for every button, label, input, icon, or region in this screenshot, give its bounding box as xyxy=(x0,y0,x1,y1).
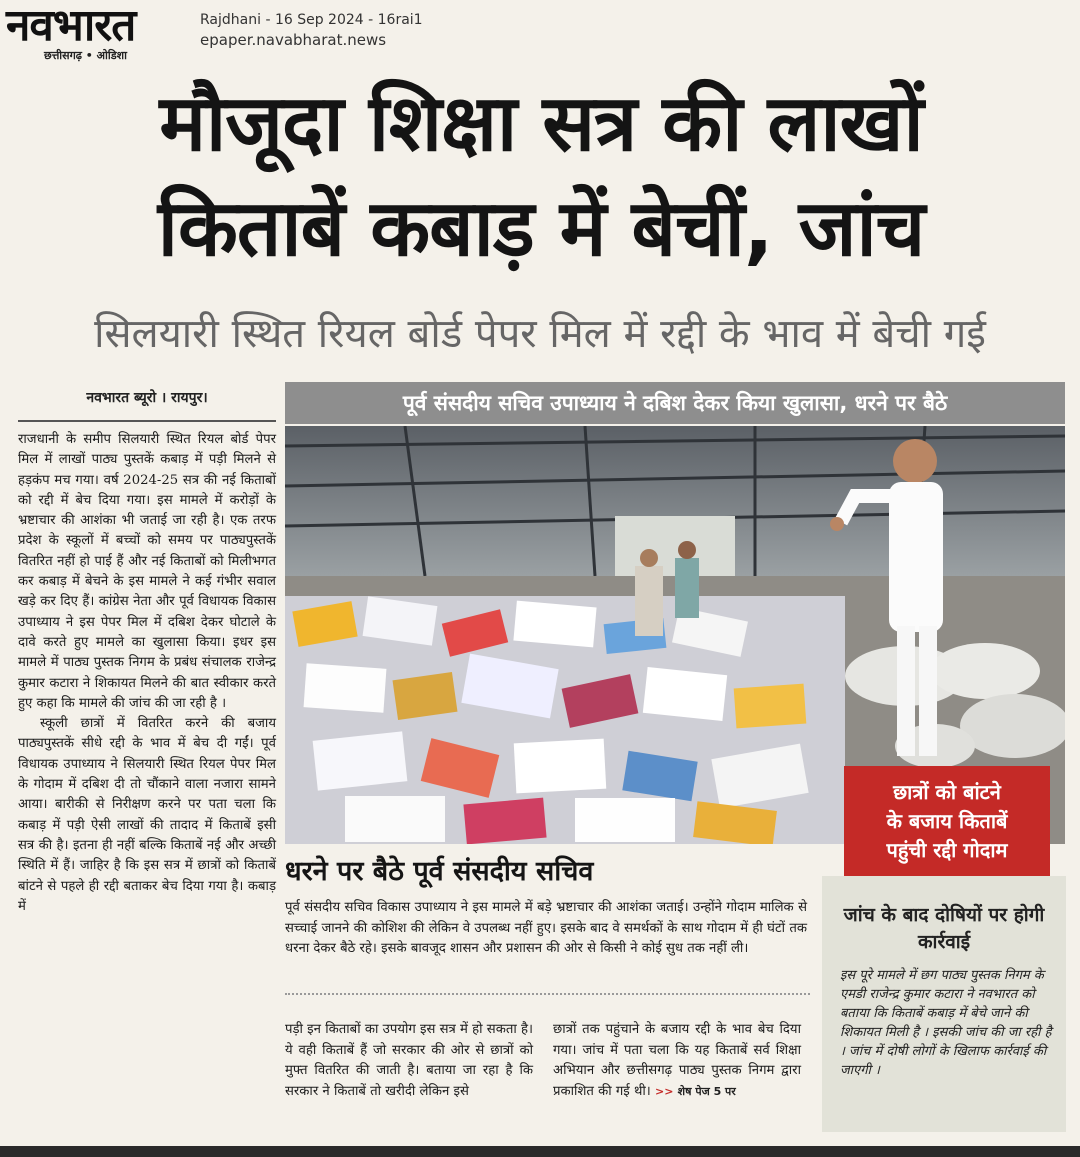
red-callout-box xyxy=(844,766,1050,880)
sidebar-box xyxy=(822,876,1066,1132)
sub-story-paragraph: पूर्व संसदीय सचिव विकास उपाध्याय ने इस मामले में बड़े भ्रष्टाचार की आशंका जताई। उन्होंने गोदाम मालिक से सच्चाई जानने की कोशिश की लेकिन वे उपलब्ध नहीं हुए। इसके बाद वे समर्थकों के साथ गोदाम में ही घंटों तक धरना देकर बैठे रहे। इसके बावजूद शासन और प्रशासन की ओर से किसी ने कोई सुध तक नहीं ली। xyxy=(285,900,807,956)
red-callout-line-1: छात्रों को बांटने xyxy=(893,780,1001,804)
edition-info: Rajdhani - 16 Sep 2024 - 16rai1 xyxy=(200,12,423,28)
photo-caption-bar: पूर्व संसदीय सचिव उपाध्याय ने दबिश देकर किया खुलासा, धरने पर बैठे xyxy=(285,382,1065,424)
left-paragraph-2: स्कूली छात्रों में वितरित करने की बजाय पाठ्यपुस्तकें सीधे रद्दी के भाव में बेच दी गईं। पूर्व विधायक उपाध्याय ने सिलयारी स्थित रियल पेपर मिल के गोदाम में दबिश दी तो चौंकाने वाला नजारा सामने आया। बारीकी से निरीक्षण करने पर पता चला कि कबाड़ में पड़ी ऐसी लाखों की तादाद में किताबें इसी सत्र की है। इतना ही नहीं बल्कि किताबें नई और अच्छी स्थिति में हैं। जाहिर है कि इस सत्र में छात्रों को किताबें बांटने से पहले ही रद्दी बताकर बेच दिया गया है। कबाड़ में xyxy=(18,716,276,914)
byline: नवभारत ब्यूरो । रायपुर। xyxy=(86,390,208,406)
logo-wordmark: नवभारत xyxy=(6,0,136,51)
red-callout-line-2: के बजाय किताबें xyxy=(886,809,1008,833)
main-headline xyxy=(16,72,1066,282)
next-article-strip xyxy=(0,1146,1080,1157)
red-callout-line-3: पहुंची रद्दी गोदाम xyxy=(886,838,1008,862)
logo-tagline: छत्तीसगढ़ • ओडिशा xyxy=(44,49,127,62)
byline-divider xyxy=(18,420,276,422)
sub-headline-grey: सिलयारी स्थित रियल बोर्ड पेपर मिल में रद्दी के भाव में बेची गई xyxy=(94,311,986,357)
continued-link[interactable]: शेष पेज 5 पर xyxy=(677,1084,736,1098)
dotted-divider xyxy=(285,993,810,995)
headline-line-2: किताबें कबाड़ में बेचीं, जांच xyxy=(157,184,925,274)
bottom-column-2 xyxy=(553,1020,801,1102)
left-paragraph-1: राजधानी के समीप सिलयारी स्थित रियल बोर्ड पेपर मिल में लाखों पाठ्य पुस्तकें कबाड़ में पड़ी मिलने से हड़कंप मच गया। वर्ष 2024-25 सत्र की नई किताबों को रद्दी में बेच दिया गया। इस मामले में करोड़ों के भ्रष्टाचार की आशंका भी जताई जा रही है। एक तरफ प्रदेश के स्कूलों में बच्चों को समय पर पाठ्यपुस्तकें वितरित नहीं हो पाई हैं और नई किताबों को मिलीभगत कर कबाड़ में बेचने के इस मामले ने कई गंभीर सवाल खड़े कर दिए हैं। कांग्रेस नेता और पूर्व विधायक विकास उपाध्याय ने इस पेपर मिल में दबिश देकर घोटाले के दावे करते हुए मामले का खुलासा किया। इधर इस मामले में पाठ्य पुस्तक निगम के प्रबंध संचालक राजेन्द्र कुमार कटारा ने शिकायत मिलने की बात स्वीकार करते हुए कहा कि मामले की जांच की जा रही है । xyxy=(18,432,276,711)
left-article-column xyxy=(18,430,276,917)
bottom-column-1: पड़ी इन किताबों का उपयोग इस सत्र में हो सकता है। ये वही किताबें हैं जो सरकार की ओर से छात्रों को मुफ्त वितरित की जाती है। बताया जा रहा है कि सरकार ने किताबें तो खरीदी लेकिन इसे xyxy=(285,1022,533,1099)
headline-line-1: मौजूदा शिक्षा सत्र की लाखों xyxy=(159,79,923,169)
epaper-url[interactable]: epaper.navabharat.news xyxy=(200,31,387,49)
newspaper-logo xyxy=(6,0,184,62)
bottom-column-2-text: छात्रों तक पहुंचाने के बजाय रद्दी के भाव बेच दिया गया। जांच में पता चला कि यह किताबें सर्व शिक्षा अभियान और छत्तीसगढ़ पाठ्य पुस्तक निगम द्वारा प्रकाशित की गई थी। xyxy=(553,1022,801,1099)
masthead xyxy=(0,0,1080,62)
sidebar-body: इस पूरे मामले में छग पाठ्य पुस्तक निगम के एमडी राजेन्द्र कुमार कटारा ने नवभारत को बताया कि किताबें कबाड़ में बेचे जाने की शिकायत मिली है । इसकी जांच की जा रही है । जांच में दोषी लोगों के खिलाफ कार्रवाई की जाएगी । xyxy=(840,968,1052,1078)
continued-arrow: >> xyxy=(655,1084,674,1098)
sidebar-title: जांच के बाद दोषियों पर होगी कार्रवाई xyxy=(843,904,1045,953)
sub-story-headline: धरने पर बैठे पूर्व संसदीय सचिव xyxy=(285,856,594,887)
